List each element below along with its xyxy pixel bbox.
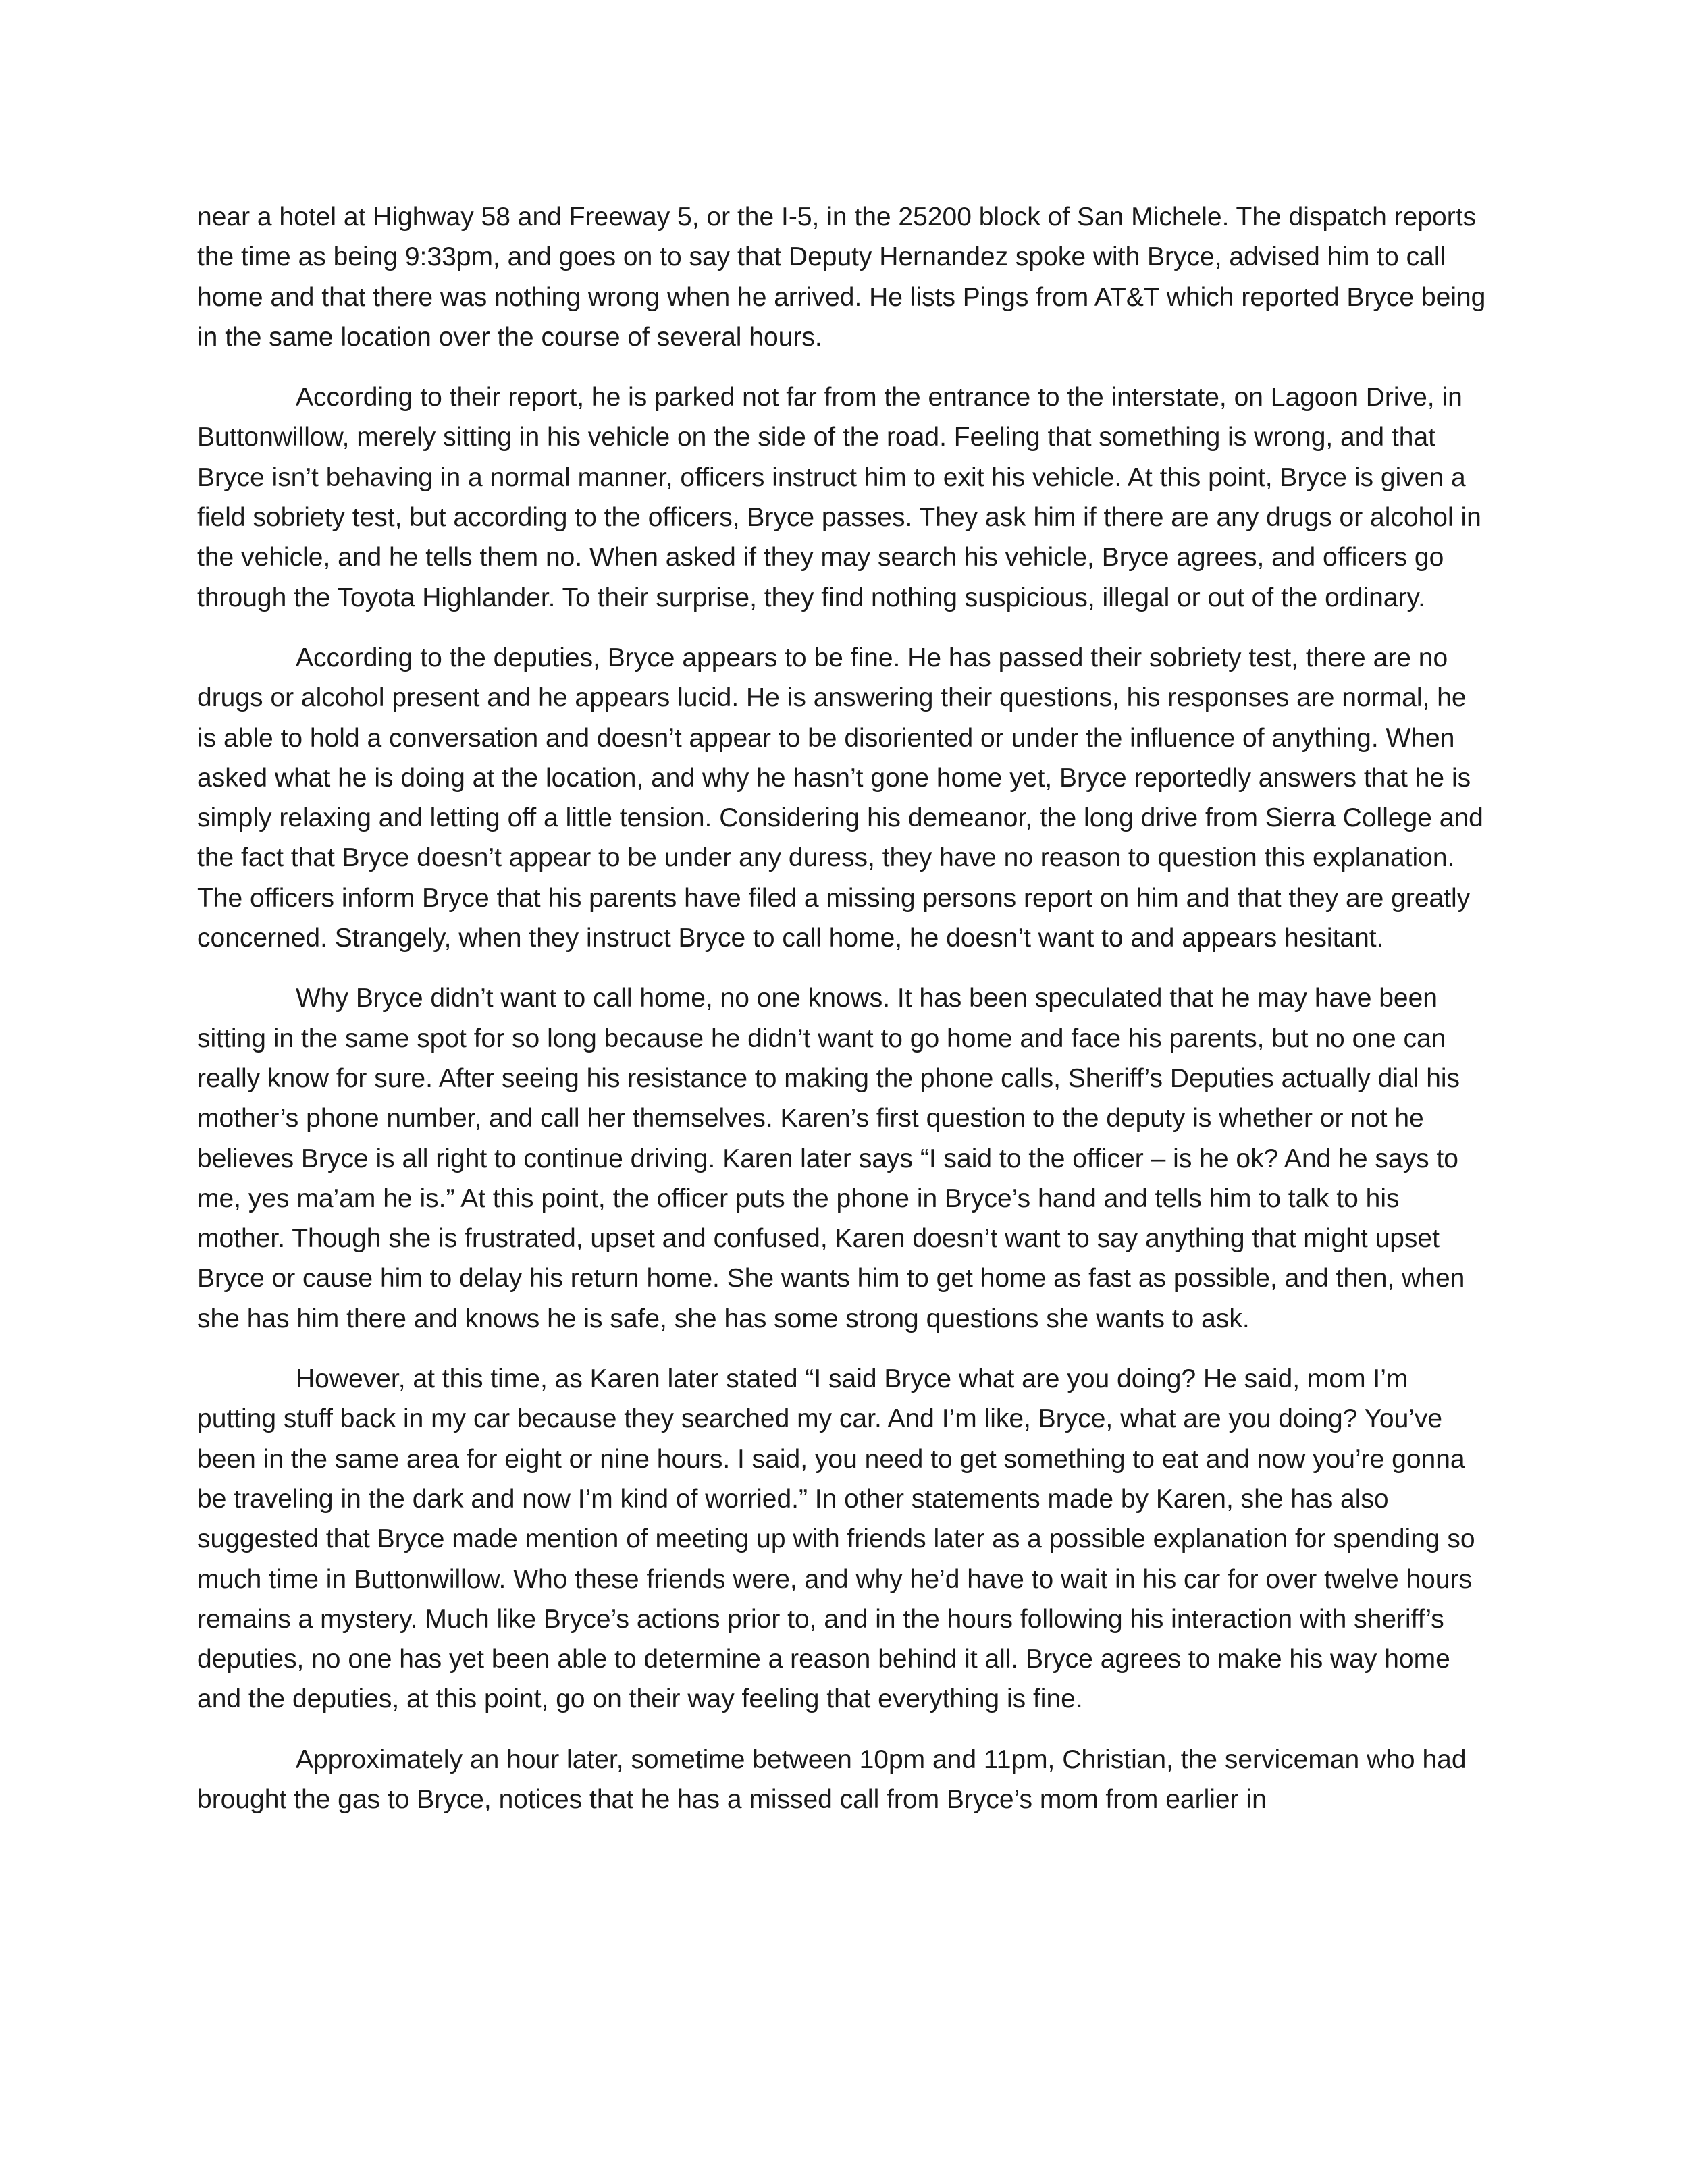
paragraph-4: Why Bryce didn’t want to call home, no one knows. It has been speculated that he may have been sitting in the same spot for so long because he didn’t want to go home and face his parents, but no one can really know for sure. After seeing his resistance to making the phone calls, Sheriff’s Deputies actually dial his mother’s phone number, and call her themselves. Karen’s first question to the deputy is whether or not he believes Bryce is all right to continue driving. Karen later says “I said to the officer – is he ok? And he says to me, yes ma’am he is.” At this point, the officer puts the phone in Bryce’s hand and tells him to talk to his mother. Though she is frustrated, upset and confused, Karen doesn’t want to say anything that might upset Bryce or cause him to delay his return home. She wants him to get home as fast as possible, and then, when she has him there and knows he is safe, she has some strong questions she wants to ask. <box>197 984 1465 1333</box>
paragraph-2: According to their report, he is parked not far from the entrance to the interstate, on Lagoon Drive, in Buttonwillow, merely sitting in his vehicle on the side of the road. Feeling that something is wrong, and that Bryce isn’t behaving in a normal manner, officers instruct him to exit his vehicle. At this point, Bryce is given a field sobriety test, but according to the officers, Bryce passes. They ask him if there are any drugs or alcohol in the vehicle, and he tells them no. When asked if they may search his vehicle, Bryce agrees, and officers go through the Toyota Highlander. To their surprise, they find nothing suspicious, illegal or out of the ordinary. <box>197 383 1481 612</box>
paragraph-1: near a hotel at Highway 58 and Freeway 5, or the I-5, in the 25200 block of San Michele. The dispatch reports the time as being 9:33pm, and goes on to say that Deputy Hernandez spoke with Bryce, advised him to call home and that there was nothing wrong when he arrived. He lists Pings from AT&T which reported Bryce being in the same location over the course of several hours. <box>197 203 1486 352</box>
document-body <box>197 197 1492 1819</box>
paragraph-5: However, at this time, as Karen later stated “I said Bryce what are you doing? He said, mom I’m putting stuff back in my car because they searched my car. And I’m like, Bryce, what are you doing? You’ve been in the same area for eight or nine hours. I said, you need to get something to eat and now you’re gonna be traveling in the dark and now I’m kind of worried.” In other statements made by Karen, she has also suggested that Bryce made mention of meeting up with friends later as a possible explanation for spending so much time in Buttonwillow. Who these friends were, and why he’d have to wait in his car for over twelve hours remains a mystery. Much like Bryce’s actions prior to, and in the hours following his interaction with sheriff’s deputies, no one has yet been able to determine a reason behind it all. Bryce agrees to make his way home and the deputies, at this point, go on their way feeling that everything is fine. <box>197 1364 1475 1714</box>
paragraph-3: According to the deputies, Bryce appears to be fine. He has passed their sobriety test, there are no drugs or alcohol present and he appears lucid. He is answering their questions, his responses are normal, he is able to hold a conversation and doesn’t appear to be disoriented or under the influence of anything. When asked what he is doing at the location, and why he hasn’t gone home yet, Bryce reportedly answers that he is simply relaxing and letting off a little tension. Considering his demeanor, the long drive from Sierra College and the fact that Bryce doesn’t appear to be under any duress, they have no reason to question this explanation. The officers inform Bryce that his parents have filed a missing persons report on him and that they are greatly concerned. Strangely, when they instruct Bryce to call home, he doesn’t want to and appears hesitant. <box>197 643 1483 953</box>
paragraph-6: Approximately an hour later, sometime between 10pm and 11pm, Christian, the serviceman who had brought the gas to Bryce, notices that he has a missed call from Bryce’s mom from earlier in <box>197 1744 1467 1814</box>
